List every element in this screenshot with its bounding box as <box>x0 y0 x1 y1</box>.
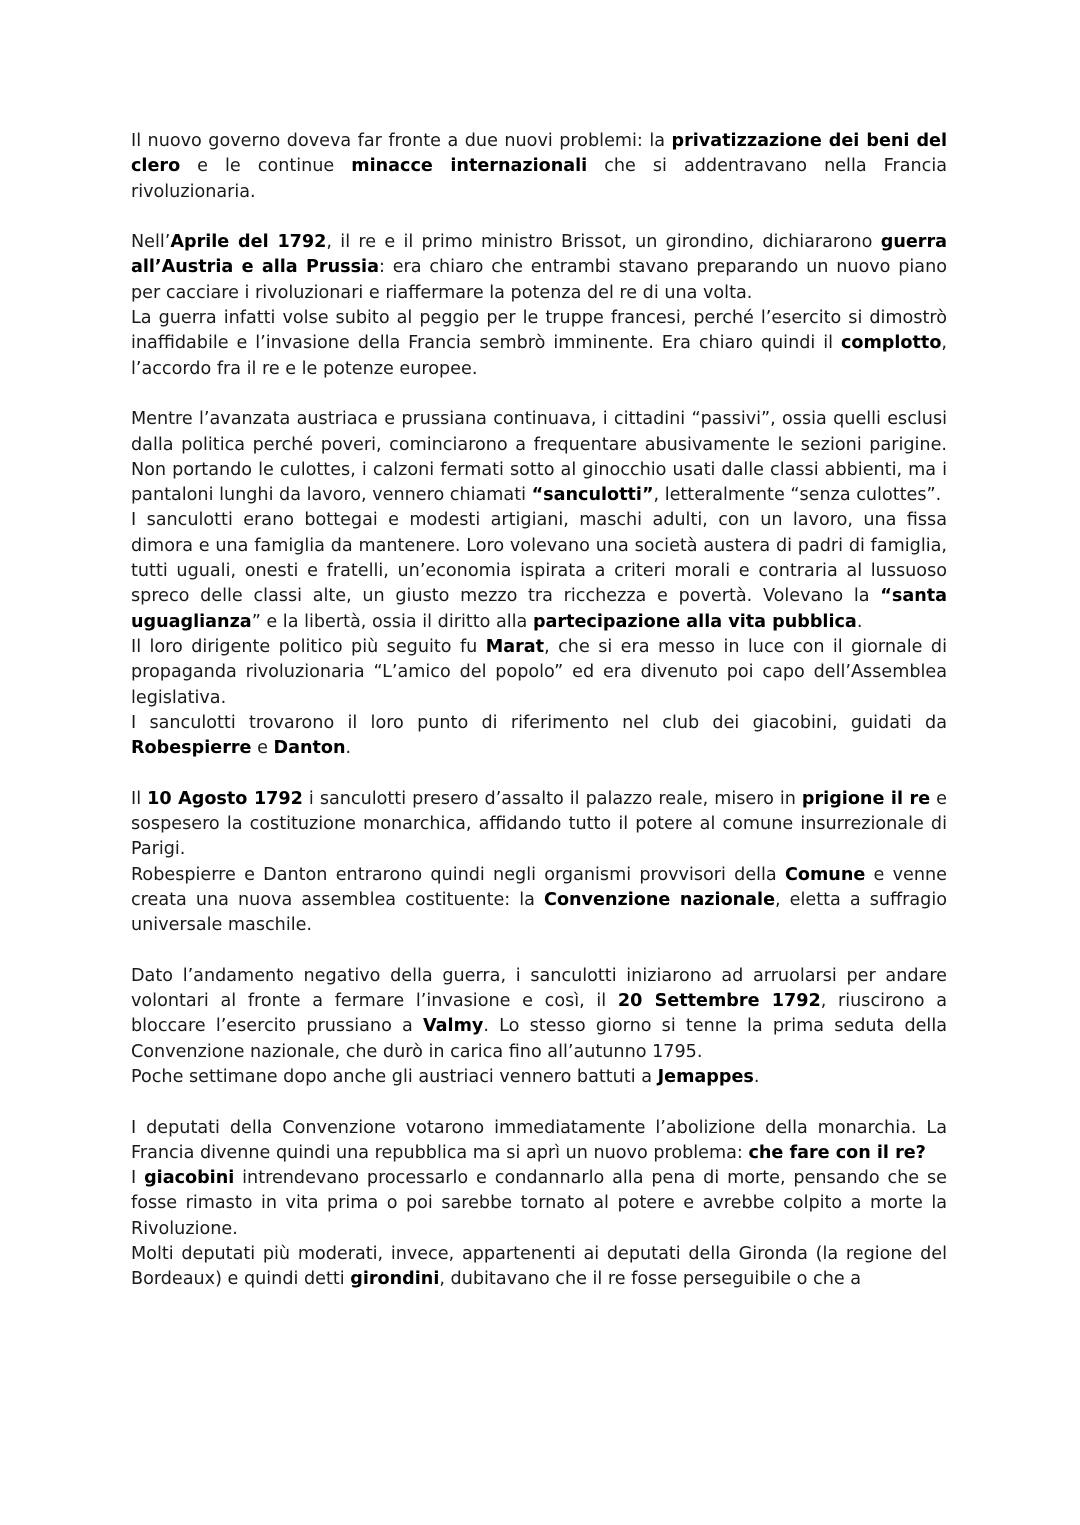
text-run: Il <box>131 788 148 809</box>
bold-text: “santa uguaglianza <box>131 586 947 632</box>
text-run: , l’accordo fra il re e le potenze europee. <box>131 333 947 379</box>
text-run: I <box>131 1168 145 1189</box>
bold-text: Robespierre <box>131 738 252 759</box>
text-run: I sanculotti trovarono il loro punto di riferimento nel club dei giacobini, guidati da <box>131 712 947 733</box>
bold-text: complotto <box>840 333 942 354</box>
text-run: : era chiaro che entrambi stavano preparando un nuovo piano per cacciare i rivoluzionari e riaffermare la potenza del re di una volta. <box>131 257 948 303</box>
text-run: . <box>753 1066 760 1087</box>
text-run: Robespierre e Danton entrarono quindi negli organismi provvisori della <box>131 864 785 885</box>
text-run: . <box>856 611 863 632</box>
paragraph <box>131 787 947 863</box>
bold-text: guerra all’Austria e alla Prussia <box>131 232 948 278</box>
bold-text: Valmy <box>423 1016 484 1037</box>
paragraph <box>131 508 947 634</box>
paragraph <box>131 863 947 939</box>
text-run: e <box>251 738 274 759</box>
text-run: . Lo stesso giorno si tenne la prima seduta della Convenzione nazionale, che durò in carica fino all’autunno 1795. <box>131 1016 947 1062</box>
bold-text: prigione il re <box>801 788 931 809</box>
paragraph <box>131 1242 947 1293</box>
text-run: , riuscirono a bloccare l’esercito prussiano a <box>131 991 948 1037</box>
text-run: che si addentravano nella Francia rivoluzionaria. <box>131 156 947 202</box>
text-run: . <box>345 738 352 759</box>
bold-text: Marat <box>485 636 545 657</box>
paragraph <box>131 230 947 306</box>
text-run: Nell’ <box>131 232 171 253</box>
bold-text: Danton <box>273 738 346 759</box>
text-run: Il loro dirigente politico più seguito fu <box>131 636 486 657</box>
text-run: I deputati della Convenzione votarono immediatamente l’abolizione della monarchia. La Francia divenne quindi una repubblica ma si aprì un nuovo problema: <box>131 1117 947 1163</box>
bold-text: Aprile del 1792 <box>170 232 327 253</box>
text-run: e venne creata una nuova assemblea costituente: la <box>131 864 947 910</box>
text-run: , dubitavano che il re fosse perseguibile o che a <box>439 1269 862 1290</box>
text-run: Molti deputati più moderati, invece, appartenenti ai deputati della Gironda (la regione del Bordeaux) e quindi detti <box>131 1244 947 1290</box>
paragraph <box>131 1166 947 1242</box>
paragraph <box>131 635 947 711</box>
text-run: , letteralmente “senza culottes”. <box>653 485 942 506</box>
bold-text: giacobini <box>144 1168 235 1189</box>
text-run: La guerra infatti volse subito al peggio per le truppe francesi, perché l’esercito si dimostrò inaffidabile e l’invasione della Francia sembrò imminente. Era chiaro quindi il <box>131 308 947 354</box>
bold-text: che fare con il re? <box>748 1142 926 1163</box>
bold-text: girondini <box>350 1269 440 1290</box>
bold-text: Comune <box>784 864 866 885</box>
bold-text: Convenzione nazionale <box>544 889 776 910</box>
paragraph <box>131 306 947 382</box>
text-run: e le continue <box>180 156 352 177</box>
text-run: , il re e il primo ministro Brissot, un girondino, dichiararono <box>326 232 881 253</box>
bold-text: “sanculotti” <box>531 485 654 506</box>
text-run: , che si era messo in luce con il giornale di propaganda rivoluzionaria “L’amico del popolo” ed era divenuto poi capo dell’Assemblea legislativa. <box>131 636 947 708</box>
bold-text: Jemappes <box>657 1066 754 1087</box>
text-run: I sanculotti erano bottegai e modesti artigiani, maschi adulti, con un lavoro, una fissa dimora e una famiglia da mantenere. Loro volevano una società austera di padri di famiglia, tutti uguali, onesti e fratelli, un’economia ispirata a criteri morali e contraria al lussuoso spreco delle classi alte, un giusto mezzo tra ricchezza e povertà. Volevano la <box>131 510 947 607</box>
paragraph <box>131 1065 947 1090</box>
text-run: Dato l’andamento negativo della guerra, i sanculotti iniziarono ad arruolarsi per andare volontari al fronte a fermare l’invasione e così, il <box>131 965 947 1012</box>
bold-text: 20 Settembre 1792 <box>617 991 821 1012</box>
bold-text: partecipazione alla vita pubblica <box>532 611 857 632</box>
text-run: , eletta a suffragio universale maschile. <box>131 889 947 936</box>
text-run: intrendevano processarlo e condannarlo alla pena di morte, pensando che se fosse rimasto in vita prima o poi sarebbe tornato al potere e avrebbe colpito a morte la Rivoluzione. <box>131 1168 947 1239</box>
paragraph <box>131 407 947 508</box>
paragraph <box>131 129 947 205</box>
text-run: i sanculotti presero d’assalto il palazzo reale, misero in <box>302 788 802 809</box>
bold-text: 10 Agosto 1792 <box>147 788 303 809</box>
bold-text: minacce internazionali <box>351 156 588 177</box>
paragraph <box>131 964 947 1065</box>
text-run: ” e la libertà, ossia il diritto alla <box>251 611 533 632</box>
paragraph <box>131 711 947 762</box>
text-run: Poche settimane dopo anche gli austriaci vennero battuti a <box>131 1066 658 1087</box>
text-run: Il nuovo governo doveva far fronte a due nuovi problemi: la <box>131 131 672 151</box>
paragraph <box>131 1116 947 1167</box>
document-body <box>131 129 947 1293</box>
bold-text: privatizzazione dei beni del clero <box>131 131 948 177</box>
text-run: e sospesero la costituzione monarchica, affidando tutto il potere al comune insurrezionale di Parigi. <box>131 788 947 860</box>
text-run: Mentre l’avanzata austriaca e prussiana continuava, i cittadini “passivi”, ossia quelli esclusi dalla politica perché poveri, cominciarono a frequentare abusivamente le sezioni parigine. Non portando le culottes, i calzoni fermati sotto al ginocchio usati dalle classi abbienti, ma i pantaloni lunghi da lavoro, vennero chiamati <box>131 409 947 506</box>
